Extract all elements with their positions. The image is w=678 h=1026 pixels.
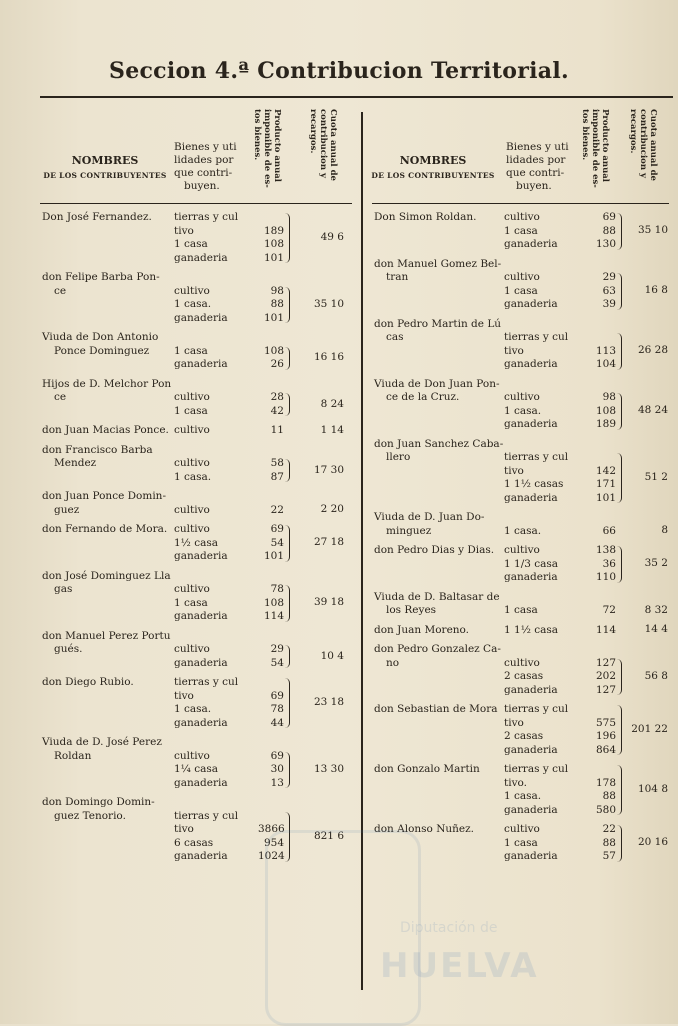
cuota-value: 8 24	[320, 397, 344, 410]
grouping-brace	[285, 393, 290, 416]
contributor-entry	[36, 211, 356, 265]
right-table-header	[368, 105, 673, 203]
contributor-name: don Sebastian de Mora	[374, 703, 498, 715]
header-bienes-line: Bienes y uti	[174, 141, 237, 153]
grouping-brace	[617, 453, 622, 503]
contributor-name: don Manuel Gomez Bel-	[374, 257, 502, 270]
product-value: 580	[595, 803, 616, 816]
property-type: cultivo	[174, 523, 210, 535]
cuota-value: 39 18	[313, 596, 344, 609]
contributor-name: gas	[54, 583, 73, 595]
section-title: Seccion 4.ª Contribucion Territorial.	[109, 58, 569, 84]
header-bienes-line: lidades por	[506, 154, 566, 166]
property-type: tierras y cul	[174, 809, 239, 822]
property-type: 1 casa	[174, 344, 208, 357]
cuota-value: 35 10	[637, 224, 668, 237]
contributor-name: Roldan	[54, 749, 92, 762]
contributor-name: don José Dominguez Lla	[42, 569, 171, 582]
product-value: 98	[602, 391, 616, 403]
property-type: ganaderia	[504, 743, 558, 756]
contributor-entry	[36, 378, 356, 419]
header-bienes	[506, 141, 569, 193]
contributor-name: don Juan Ponce Domin-	[42, 490, 166, 502]
header-cuota: Cuota anual de contribucion y recargos.	[308, 109, 338, 181]
cuota-value: 56 8	[644, 669, 668, 682]
contributor-name: llero	[386, 451, 411, 463]
property-type: 1½ casa	[174, 536, 218, 549]
product-value: 22	[270, 503, 284, 516]
cuota-value: 23 18	[313, 696, 344, 708]
left-rows	[36, 211, 356, 870]
property-type: tivo	[504, 716, 524, 729]
product-value: 189	[263, 224, 284, 237]
contributor-entry	[36, 444, 356, 485]
property-type: 1 casa	[504, 224, 538, 237]
property-type: tierras y cul	[174, 676, 239, 688]
product-value: 101	[263, 311, 284, 324]
contributor-name: ce	[54, 391, 67, 403]
header-bienes-line: Bienes y uti	[506, 141, 569, 153]
grouping-brace	[617, 659, 622, 696]
contributor-name: don Pedro Dias y Dias.	[374, 544, 495, 556]
contributor-entry	[368, 703, 673, 757]
contributor-name: Ponce Dominguez	[54, 344, 150, 357]
product-value: 575	[595, 716, 616, 729]
contributor-name: los Reyes	[386, 604, 437, 616]
header-names-label: NOMBRES	[399, 154, 467, 167]
header-rule	[372, 203, 669, 204]
grouping-brace	[285, 678, 290, 728]
property-type: 1 1½ casa	[504, 623, 559, 636]
product-value: 87	[270, 470, 284, 483]
cuota-value: 27 18	[313, 536, 344, 549]
property-type: 1 casa.	[174, 298, 212, 310]
property-type: cultivo	[504, 656, 540, 669]
contributor-name: Viuda de Don Juan Pon-	[374, 377, 500, 390]
grouping-brace	[285, 287, 290, 324]
property-type: 6 casas	[174, 836, 214, 849]
contributor-entry	[368, 378, 673, 432]
cuota-value: 10 4	[320, 649, 344, 662]
product-value: 3866	[258, 823, 285, 835]
product-value: 54	[270, 536, 284, 549]
property-type: ganaderia	[174, 550, 228, 562]
product-value: 127	[595, 656, 616, 669]
property-type: ganaderia	[504, 298, 558, 310]
contributor-name: don Gonzalo Martin	[374, 763, 480, 775]
cuota-value: 16 16	[313, 351, 344, 363]
product-value: 110	[595, 571, 616, 583]
property-type: cultivo	[174, 503, 210, 516]
product-value: 88	[602, 836, 616, 849]
contributor-name: Viuda de D. Baltasar de	[374, 590, 500, 603]
header-producto: Producto anual imponible de es-tos bienes.	[580, 109, 610, 188]
property-type: ganaderia	[174, 656, 228, 669]
product-value: 98	[270, 284, 284, 297]
property-type: tierras y cul	[504, 331, 569, 343]
grouping-brace	[617, 765, 622, 815]
contributor-name: Hijos de D. Melchor Pon	[42, 377, 172, 390]
property-type: 2 casas	[504, 670, 544, 682]
contributor-entry	[368, 211, 673, 252]
property-type: cultivo	[174, 583, 210, 595]
product-value: 101	[263, 251, 284, 264]
contributor-entry	[368, 318, 673, 372]
product-value: 189	[595, 418, 616, 430]
contributor-name: Don Simon Roldan.	[374, 211, 477, 223]
property-type: cultivo	[174, 424, 210, 436]
product-value: 72	[602, 604, 616, 616]
contributor-name: Mendez	[54, 457, 97, 469]
header-bienes	[174, 141, 237, 193]
grouping-brace	[285, 213, 290, 263]
product-value: 42	[270, 404, 284, 417]
property-type: 1 1½ casas	[504, 478, 564, 490]
contributor-name: Viuda de Don Antonio	[42, 331, 159, 343]
header-names-sub: DE LOS CONTRIBUYENTES	[43, 171, 167, 180]
product-value: 108	[595, 404, 616, 417]
contributor-name: guez Tenorio.	[54, 809, 126, 822]
contributor-name: don Alonso Nuñez.	[374, 823, 475, 835]
cuota-value: 201 22	[631, 723, 668, 735]
grouping-brace	[617, 273, 622, 310]
property-type: ganaderia	[174, 610, 228, 622]
product-value: 954	[263, 836, 284, 849]
product-value: 130	[595, 238, 616, 250]
contributor-name: don Manuel Perez Portu	[42, 629, 171, 642]
property-type: ganaderia	[174, 716, 228, 729]
right-rows	[368, 211, 673, 870]
cuota-value: 35 10	[313, 297, 344, 310]
cuota-value: 26 28	[637, 344, 668, 357]
grouping-brace	[617, 546, 622, 583]
property-type: cultivo	[504, 391, 540, 403]
product-value: 104	[595, 358, 616, 370]
grouping-brace	[285, 585, 290, 622]
contributor-name: don Diego Rubio.	[42, 676, 134, 688]
product-value: 69	[270, 523, 284, 535]
product-value: 39	[602, 298, 616, 310]
contributor-name: don Pedro Martin de Lú	[374, 317, 502, 330]
property-type: ganaderia	[504, 571, 558, 583]
property-type: tierras y cul	[504, 451, 569, 463]
cuota-value: 8	[661, 524, 668, 537]
cuota-value: 17 30	[313, 463, 344, 476]
property-type: 2 casas	[504, 730, 544, 742]
property-type: 1 casa	[504, 284, 538, 297]
contributor-name: cas	[386, 331, 404, 343]
contributor-entry	[368, 763, 673, 817]
property-type: ganaderia	[504, 238, 558, 250]
product-value: 88	[602, 790, 616, 802]
cuota-value: 16 8	[644, 284, 668, 297]
cuota-value: 14 4	[644, 623, 668, 636]
property-type: ganaderia	[174, 251, 228, 264]
product-value: 30	[270, 763, 284, 775]
contributor-entry	[368, 438, 673, 506]
grouping-brace	[617, 333, 622, 370]
property-type: cultivo	[504, 823, 540, 835]
watermark-emblem	[265, 830, 421, 1026]
property-type: cultivo	[174, 749, 210, 762]
property-type: tierras y cul	[504, 763, 569, 775]
header-bienes-line: buyen.	[184, 180, 220, 192]
property-type: 1 casa	[174, 404, 208, 417]
property-type: tivo	[174, 823, 194, 835]
property-type: ganaderia	[174, 311, 228, 324]
header-producto: Producto anual imponible de es-tos bienes.	[252, 109, 282, 188]
header-names	[40, 153, 170, 183]
contributor-name: don Fernando de Mora.	[42, 523, 168, 535]
product-value: 114	[595, 623, 616, 636]
header-bienes-line: lidades por	[174, 154, 234, 166]
product-value: 88	[602, 224, 616, 237]
product-value: 63	[602, 284, 616, 297]
property-type: 1 casa.	[174, 703, 212, 715]
property-type: 1¼ casa	[174, 763, 218, 775]
product-value: 108	[263, 238, 284, 250]
property-type: tivo	[504, 344, 524, 357]
product-value: 113	[595, 344, 616, 357]
cuota-value: 821 6	[313, 829, 344, 842]
contributor-name: tran	[386, 271, 409, 283]
product-value: 108	[263, 596, 284, 609]
property-type: 1 casa.	[504, 404, 542, 417]
grouping-brace	[285, 645, 290, 668]
property-type: ganaderia	[174, 776, 228, 789]
contributor-name: Viuda de D. Juan Do-	[374, 511, 485, 523]
contributor-entry	[368, 643, 673, 697]
property-type: tierras y cul	[504, 703, 569, 715]
contributor-name: no	[386, 656, 400, 669]
cuota-value: 13 30	[313, 762, 344, 775]
grouping-brace	[617, 393, 622, 430]
contributor-name: don Juan Macias Ponce.	[42, 424, 169, 436]
product-value: 196	[595, 730, 616, 742]
contributor-entry	[36, 570, 356, 624]
contributor-name: guez	[54, 503, 80, 516]
cuota-value: 2 20	[320, 503, 344, 516]
property-type: cultivo	[174, 643, 210, 655]
product-value: 178	[595, 776, 616, 789]
watermark-small: Diputación de	[400, 920, 498, 936]
product-value: 101	[263, 550, 284, 562]
contributor-entry	[36, 676, 356, 730]
property-type: cultivo	[174, 457, 210, 469]
property-type: ganaderia	[504, 803, 558, 816]
header-bienes-line: que contri-	[174, 167, 233, 179]
property-type: ganaderia	[504, 683, 558, 696]
property-type: 1 casa.	[504, 524, 542, 537]
property-type: tivo	[174, 224, 194, 237]
header-bienes-line: que contri-	[506, 167, 565, 179]
cuota-value: 49 6	[320, 231, 344, 243]
property-type: ganaderia	[174, 850, 228, 862]
product-value: 108	[263, 344, 284, 357]
contributor-entry	[36, 630, 356, 671]
contributor-name: gués.	[54, 643, 83, 655]
grouping-brace	[617, 705, 622, 755]
product-value: 22	[602, 823, 616, 835]
property-type: ganaderia	[504, 850, 558, 862]
contributor-name: ce	[54, 284, 67, 297]
property-type: 1 casa.	[174, 470, 212, 483]
product-value: 1024	[258, 850, 285, 862]
header-names-label: NOMBRES	[71, 154, 139, 167]
property-type: cultivo	[504, 544, 540, 556]
product-value: 11	[270, 424, 284, 436]
contributor-entry	[36, 523, 356, 564]
property-type: 1 casa	[174, 596, 208, 609]
cuota-value: 1 14	[320, 423, 344, 436]
watermark-text: HUELVA	[380, 946, 539, 986]
property-type: ganaderia	[504, 491, 558, 504]
contributor-entry	[36, 736, 356, 790]
property-type: cultivo	[504, 271, 540, 283]
contributor-name: don Felipe Barba Pon-	[42, 271, 160, 283]
product-value: 142	[595, 464, 616, 477]
product-value: 54	[270, 656, 284, 669]
contributor-name: Viuda de D. José Perez	[42, 736, 162, 748]
contributor-entry	[368, 258, 673, 312]
product-value: 57	[602, 850, 616, 862]
property-type: 1 casa	[504, 604, 538, 616]
contributor-entry	[368, 624, 673, 638]
property-type: ganaderia	[504, 358, 558, 370]
contributor-name: don Juan Sanchez Caba-	[374, 437, 504, 450]
contributor-entry	[36, 490, 356, 517]
property-type: cultivo	[174, 284, 210, 297]
contributor-name: don Francisco Barba	[42, 443, 153, 456]
product-value: 29	[602, 271, 616, 283]
product-value: 66	[602, 524, 616, 537]
cuota-value: 51 2	[644, 471, 668, 483]
property-type: ganaderia	[504, 418, 558, 430]
header-rule	[40, 203, 352, 204]
header-cuota: Cuota anual de contribucion y recargos.	[628, 109, 658, 181]
contributor-name: ce de la Cruz.	[386, 391, 460, 403]
property-type: 1 casa.	[504, 790, 542, 802]
property-type: tivo	[174, 689, 194, 702]
product-value: 69	[602, 211, 616, 223]
product-value: 78	[270, 583, 284, 595]
contributor-entry	[36, 424, 356, 438]
contributor-name: Don José Fernandez.	[42, 211, 152, 223]
contributor-name: don Juan Moreno.	[374, 623, 470, 636]
left-table-header	[36, 105, 356, 203]
product-value: 138	[595, 544, 616, 556]
product-value: 58	[270, 457, 284, 469]
property-type: cultivo	[504, 211, 540, 223]
contributor-entry	[368, 511, 673, 538]
product-value: 114	[263, 610, 284, 622]
product-value: 127	[595, 683, 616, 696]
grouping-brace	[617, 825, 622, 862]
property-type: tierras y cul	[174, 211, 239, 223]
contributor-entry	[368, 591, 673, 618]
property-type: cultivo	[174, 391, 210, 403]
property-type: tivo.	[504, 776, 527, 789]
property-type: tivo	[504, 464, 524, 477]
product-value: 171	[595, 478, 616, 490]
property-type: 1 1/3 casa	[504, 557, 559, 570]
cuota-value: 20 16	[637, 836, 668, 849]
header-names	[368, 153, 498, 183]
product-value: 101	[595, 491, 616, 504]
property-type: 1 casa	[504, 836, 538, 849]
product-value: 29	[270, 643, 284, 655]
product-value: 36	[602, 557, 616, 570]
product-value: 44	[270, 716, 284, 729]
grouping-brace	[285, 525, 290, 562]
product-value: 13	[270, 776, 284, 789]
property-type: ganaderia	[174, 358, 228, 370]
header-names-sub: DE LOS CONTRIBUYENTES	[371, 171, 495, 180]
cuota-value: 104 8	[637, 783, 668, 795]
contributor-name: minguez	[386, 524, 432, 537]
grouping-brace	[285, 459, 290, 482]
contributor-name: don Domingo Domin-	[42, 796, 155, 808]
title-rule	[40, 96, 673, 98]
product-value: 88	[270, 298, 284, 310]
cuota-value: 35 2	[644, 557, 668, 570]
product-value: 69	[270, 749, 284, 762]
property-type: 1 casa	[174, 238, 208, 250]
grouping-brace	[285, 752, 290, 789]
product-value: 26	[270, 358, 284, 370]
contributor-name: don Pedro Gonzalez Ca-	[374, 643, 501, 655]
product-value: 69	[270, 689, 284, 702]
contributor-entry	[36, 271, 356, 325]
header-bienes-line: buyen.	[516, 180, 552, 192]
cuota-value: 8 32	[644, 603, 668, 616]
product-value: 28	[270, 391, 284, 403]
contributor-entry	[36, 331, 356, 372]
cuota-value: 48 24	[637, 404, 668, 417]
grouping-brace	[285, 347, 290, 370]
grouping-brace	[617, 213, 622, 250]
contributor-entry	[368, 544, 673, 585]
product-value: 864	[595, 743, 616, 756]
product-value: 202	[595, 670, 616, 682]
product-value: 78	[270, 703, 284, 715]
